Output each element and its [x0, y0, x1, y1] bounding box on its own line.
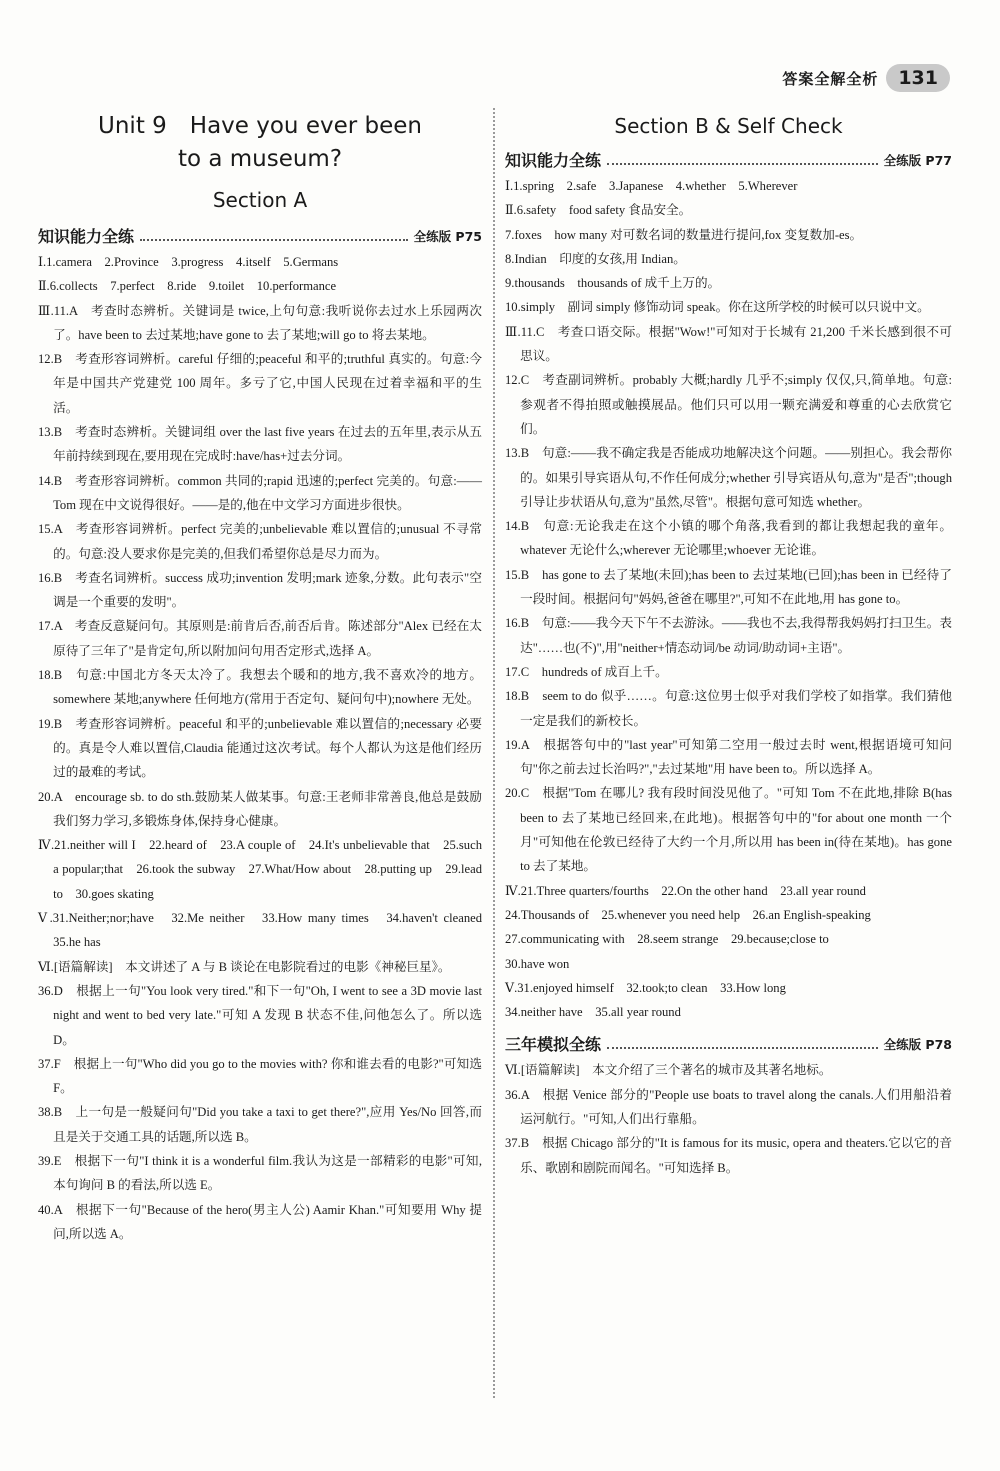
bar-label: 三年模拟全练: [505, 1035, 602, 1055]
answer-item: 16.B 考查名词辨析。success 成功;invention 发明;mark 迹象,分数。此句表示"空调是一个重要的发明"。: [38, 570, 482, 610]
answer-item: 14.B 句意:无论我走在这个小镇的哪个角落,我看到的都让我想起我的童年。whatever 无论什么;wherever 无论哪里;whoever 无论谁。: [505, 519, 952, 558]
column-divider: [493, 108, 495, 1398]
right-column: [505, 106, 952, 1180]
answer-item: 36.A 根据 Venice 部分的"People use boats to travel along the canals.人们用船沿着运河航行。"可知,人们出行靠船。: [505, 1087, 952, 1126]
answer-item: 9.thousands thousands of 成千上万的。: [505, 276, 721, 291]
section-title: Section A: [212, 188, 308, 212]
answer-list: [38, 250, 495, 1246]
answer-item: Ⅰ.1.camera 2.Province 3.progress 4.itself 5.Germans: [38, 255, 339, 269]
unit-title: [38, 110, 482, 176]
answer-item: 15.B has gone to 去了某地(未回);has been to 去过某地(已回);has been in 已经待了一段时间。根据问句"妈妈,爸爸在哪里?",可知不在此地,用 has gone to。: [505, 567, 952, 607]
answer-item: 12.C 考查副词辨析。probably 大概;hardly 几乎不;simply 仅仅,只,简单地。句意:参观者不得拍照或触摸展品。他们只可以用一颗充满爱和尊重的心去欣赏它们。: [505, 373, 952, 436]
section-bar: [505, 1032, 952, 1055]
answer-item: 18.B seem to do 似乎……。句意:这位男士似乎对我们学校了如指掌。我们猜他一定是我们的新校长。: [505, 689, 952, 728]
left-column: [38, 106, 495, 1246]
answer-item: 20.C 根据"Tom 在哪儿? 我有段时间没见他了。"可知 Tom 不在此地,排除 B(has been to 去了某地已经回来,在此地)。根据答句中的"for about one month 一个月"可知他在伦敦已经待了大约一个月,所以用 has been in(待在某地)。has gone to 去了某地。: [505, 786, 952, 874]
answer-item: Ⅰ.1.spring 2.safe 3.Japanese 4.whether 5.Wherever: [505, 179, 798, 193]
answer-item: 10.simply 副词 simply 修饰动词 speak。你在这所学校的时候可以只说中文。: [505, 300, 930, 315]
section-bar: [38, 224, 482, 247]
answer-item: Ⅱ.6.safety food safety 食品安全。: [505, 203, 692, 218]
answer-item: 30.have won: [505, 956, 570, 971]
bar-label: 知识能力全练: [505, 151, 602, 170]
answer-item: 39.E 根据下一句"I think it is a wonderful film.我认为这是一部精彩的电影"可知,本句询问 B 的看法,所以选 E。: [38, 1153, 482, 1193]
answer-item: 20.A encourage sb. to do sth.鼓励某人做某事。句意:王老师非常善良,他总是鼓励我们努力学习,多锻炼身体,保持身心健康。: [38, 789, 482, 828]
answer-item: Ⅲ.11.A 考查时态辨析。关键词是 twice,上句句意:我听说你去过水上乐园两次了。have been to 去过某地;have gone to 去了某地;will go to 将去某地。: [38, 303, 482, 342]
answer-item: 13.B 句意:——我不确定我是否能成功地解决这个问题。——别担心。我会帮你的。如果引导宾语从句,不作任何成分;whether 引导宾语从句,意为"是否";though 引导让步状语从句,意为"虽然,尽管"。根据句意可知选 whether。: [505, 446, 952, 509]
answer-item: 24.Thousands of 25.whenever you need help 26.an English-speaking: [505, 907, 871, 922]
answer-item: 12.B 考查形容词辨析。careful 仔细的;peaceful 和平的;truthful 真实的。句意:今年是中国共产党建党 100 周年。多亏了它,中国人民现在过着幸福和平的生活。: [38, 352, 482, 415]
section-bar: [505, 148, 952, 171]
section-title: Section B & Self Check: [614, 114, 843, 138]
page-header: [782, 60, 950, 96]
answer-item: 37.F 根据上一句"Who did you go to the movies with? 你和谁去看的电影?"可知选 F。: [38, 1056, 482, 1096]
bar-label: 知识能力全练: [38, 227, 135, 246]
answer-item: 19.A 根据答句中的"last year"可知第二空用一般过去时 went,根据语境可知问句"你之前去过长治吗?","去过某地"用 have been to。所以选择 A。: [505, 737, 952, 777]
answer-item: 17.A 考查反意疑问句。其原则是:前肯后否,前否后肯。陈述部分"Alex 已经在太原待了三年了"是肯定句,所以附加问句用否定形式,选择 A。: [38, 619, 482, 658]
answer-item: 40.A 根据下一句"Because of the hero(男主人公) Aamir Khan."可知要用 Why 提问,所以选 A。: [38, 1202, 482, 1241]
bar-reference: 全练版 P75: [413, 228, 482, 244]
answer-item: 19.B 考查形容词辨析。peaceful 和平的;unbelievable 难以置信的;necessary 必要的。真是令人难以置信,Claudia 能通过这次考试。每个人都认为这是他们经历过的最难的考试。: [38, 716, 482, 780]
answer-item: Ⅲ.11.C 考查口语交际。根据"Wow!"可知对于长城有 21,200 千米长感到很不可思议。: [505, 324, 952, 364]
answer-item: 14.B 考查形容词辨析。common 共同的;rapid 迅速的;perfect 完美的。句意:——Tom 现在中文说得很好。——是的,他在中文学习方面进步很快。: [38, 473, 482, 512]
header-title: 答案全解全析: [782, 69, 879, 88]
answer-list: [505, 1058, 952, 1179]
bar-leader: [607, 1038, 878, 1049]
answer-item: 8.Indian 印度的女孩,用 Indian。: [505, 251, 686, 266]
answer-item: Ⅳ.21.neither will I 22.heard of 23.A couple of 24.It's unbelievable that 25.such a popular;that 26.took the subway 27.What/How about 28.putting up 29.lead to 30.goes skating: [38, 838, 482, 901]
answer-item: Ⅳ.21.Three quarters/fourths 22.On the other hand 23.all year round: [505, 883, 866, 898]
answer-item: 15.A 考查形容词辨析。perfect 完美的;unbelievable 难以置信的;unusual 不寻常的。句意:没人要求你是完美的,但我们希望你总是尽力而为。: [38, 522, 482, 561]
answer-item: Ⅴ.31.Neither;nor;have 32.Me neither 33.How many times 34.haven't cleaned 35.he has: [38, 911, 495, 950]
answer-item: 7.foxes how many 对可数名词的数量进行提问,fox 变复数加-es。: [505, 227, 863, 242]
answer-item: Ⅵ.[语篇解读] 本文讲述了 A 与 B 谈论在电影院看过的电影《神秘巨星》。: [38, 959, 451, 974]
answer-list: [505, 174, 952, 1024]
answer-item: 13.B 考查时态辨析。关键词组 over the last five years 在过去的五年里,表示从五年前持续到现在,要用现在完成时:have/has+过去分词。: [38, 425, 482, 464]
bar-leader: [140, 230, 408, 241]
page-number: 131: [886, 64, 950, 92]
answer-item: 36.D 根据上一句"You look very tired."和下一句"Oh, I went to see a 3D movie last night and went to bed very late."可知 A 发现 B 状态不佳,问他怎么了。所以选 D。: [38, 983, 482, 1047]
answer-item: 16.B 句意:——我今天下午不去游泳。——我也不去,我得帮我妈妈打扫卫生。表达"……也(不)",用"neither+情态动词/be 动词/助动词+主语"。: [505, 616, 952, 655]
bar-reference: 全练版 P78: [883, 1036, 952, 1052]
answer-item: 38.B 上一句是一般疑问句"Did you take a taxi to get there?",应用 Yes/No 回答,而且是关于交通工具的话题,所以选 B。: [38, 1105, 482, 1144]
answer-item: 37.B 根据 Chicago 部分的"It is famous for its music, opera and theaters.它以它的音乐、歌剧和剧院而闻名。"可知选择 B。: [505, 1136, 952, 1175]
answer-item: Ⅱ.6.collects 7.perfect 8.ride 9.toilet 10.performance: [38, 279, 337, 294]
bar-leader: [607, 154, 878, 165]
answer-item: Ⅵ.[语篇解读] 本文介绍了三个著名的城市及其著名地标。: [505, 1063, 832, 1078]
answer-item: 27.communicating with 28.seem strange 29.because;close to: [505, 932, 829, 947]
answer-item: 17.C hundreds of 成百上千。: [505, 664, 668, 679]
answer-item: 34.neither have 35.all year round: [505, 1005, 681, 1020]
unit-title-line: to a museum?: [177, 146, 343, 172]
answer-item: 18.B 句意:中国北方冬天太冷了。我想去个暖和的地方,我不喜欢冷的地方。somewhere 某地;anywhere 任何地方(常用于否定句、疑问句中);nowhere 无处。: [38, 668, 482, 707]
unit-title-line: Unit 9 Have you ever been: [98, 113, 422, 139]
answer-item: Ⅴ.31.enjoyed himself 32.took;to clean 33.How long: [505, 980, 786, 995]
bar-reference: 全练版 P77: [883, 152, 952, 168]
